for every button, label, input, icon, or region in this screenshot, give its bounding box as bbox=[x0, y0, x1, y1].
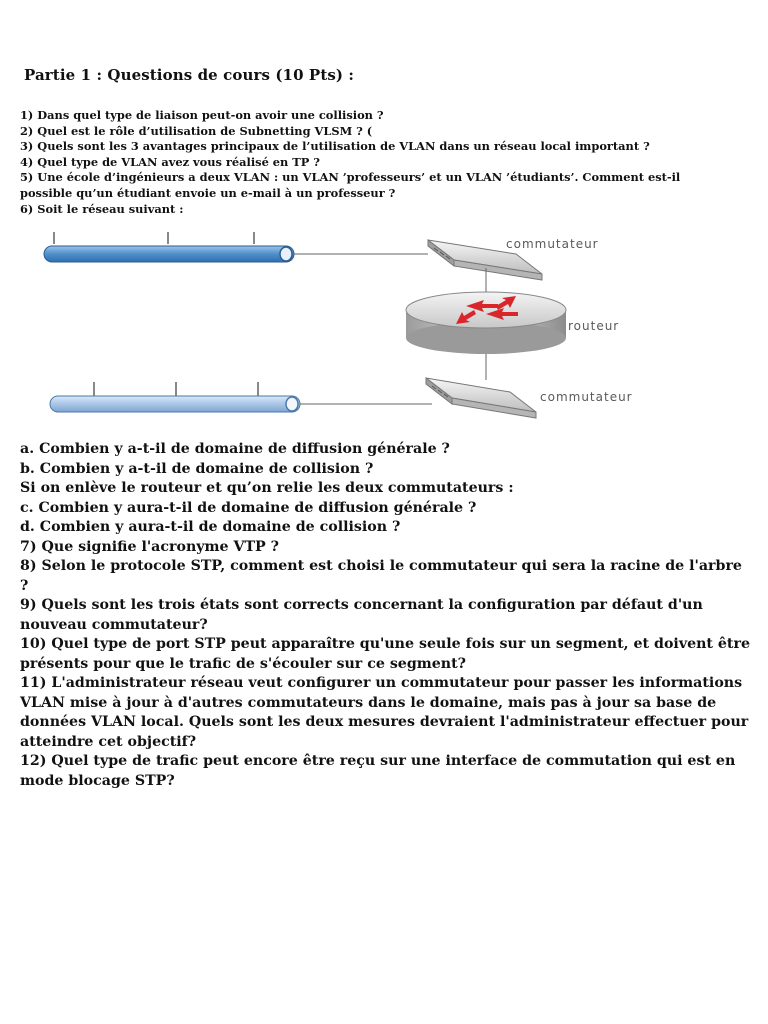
question-9: 9) Quels sont les trois états sont corrects concernant la configuration par défaut d'un nouveau commutateur? bbox=[20, 597, 703, 633]
network-diagram bbox=[36, 226, 696, 426]
question-10: 10) Quel type de port STP peut apparaître qu'une seule fois sur un segment, et doivent être présents pour que le trafic de s'écouler sur ce segment? bbox=[20, 636, 750, 672]
section-title: Partie 1 : Questions de cours (10 Pts) : bbox=[24, 66, 355, 84]
ethernet-bus-top bbox=[44, 232, 294, 262]
scenario-text: Si on enlève le routeur et qu’on relie les deux commutateurs : bbox=[20, 480, 514, 496]
router-label: routeur bbox=[568, 319, 620, 333]
question-11: 11) L'administrateur réseau veut configurer un commutateur pour passer les informations VLAN mise à jour à d'autres commutateurs dans le domaine, mais pas à jour sa base de données VLAN local. Quels sont les deux mesures devraient l'administrateur effectuer pour atteindre cet objectif? bbox=[20, 675, 749, 750]
router-icon bbox=[406, 292, 566, 354]
question-d: d. Combien y aura-t-il de domaine de collision ? bbox=[20, 519, 401, 535]
question-list-small bbox=[20, 108, 755, 217]
question-1: 1) Dans quel type de liaison peut-on avoir une collision ? bbox=[20, 108, 384, 122]
question-4: 4) Quel type de VLAN avez vous réalisé en TP ? bbox=[20, 154, 320, 169]
question-6: 6) Soit le réseau suivant : bbox=[20, 201, 184, 216]
switch-bottom-icon bbox=[426, 378, 536, 418]
question-12: 12) Quel type de trafic peut encore être reçu sur une interface de commutation qui est en mode blocage STP? bbox=[20, 753, 736, 789]
ethernet-bus-bottom bbox=[50, 382, 300, 412]
switch-bottom-label: commutateur bbox=[540, 390, 633, 404]
question-list-large bbox=[20, 440, 755, 791]
question-5-continued: possible qu’un étudiant envoie un e-mail à un professeur ? bbox=[20, 185, 396, 200]
question-3: 3) Quels sont les 3 avantages principaux de l’utilisation de VLAN dans un réseau local important ? bbox=[20, 139, 650, 154]
question-b: b. Combien y a-t-il de domaine de collision ? bbox=[20, 460, 374, 477]
question-a: a. Combien y a-t-il de domaine de diffusion générale ? bbox=[20, 441, 450, 457]
question-2: 2) Quel est le rôle d’utilisation de Subnetting VLSM ? ( bbox=[20, 123, 373, 138]
question-c: c. Combien y aura-t-il de domaine de diffusion générale ? bbox=[20, 499, 477, 516]
question-5: 5) Une école d’ingénieurs a deux VLAN : un VLAN ’professeurs’ et un VLAN ’étudiants’. Comment est-il bbox=[20, 170, 681, 185]
switch-top-label: commutateur bbox=[506, 237, 599, 251]
question-7: 7) Que signifie l'acronyme VTP ? bbox=[20, 538, 279, 555]
question-8: 8) Selon le protocole STP, comment est choisi le commutateur qui sera la racine de l'arbre ? bbox=[20, 558, 742, 594]
